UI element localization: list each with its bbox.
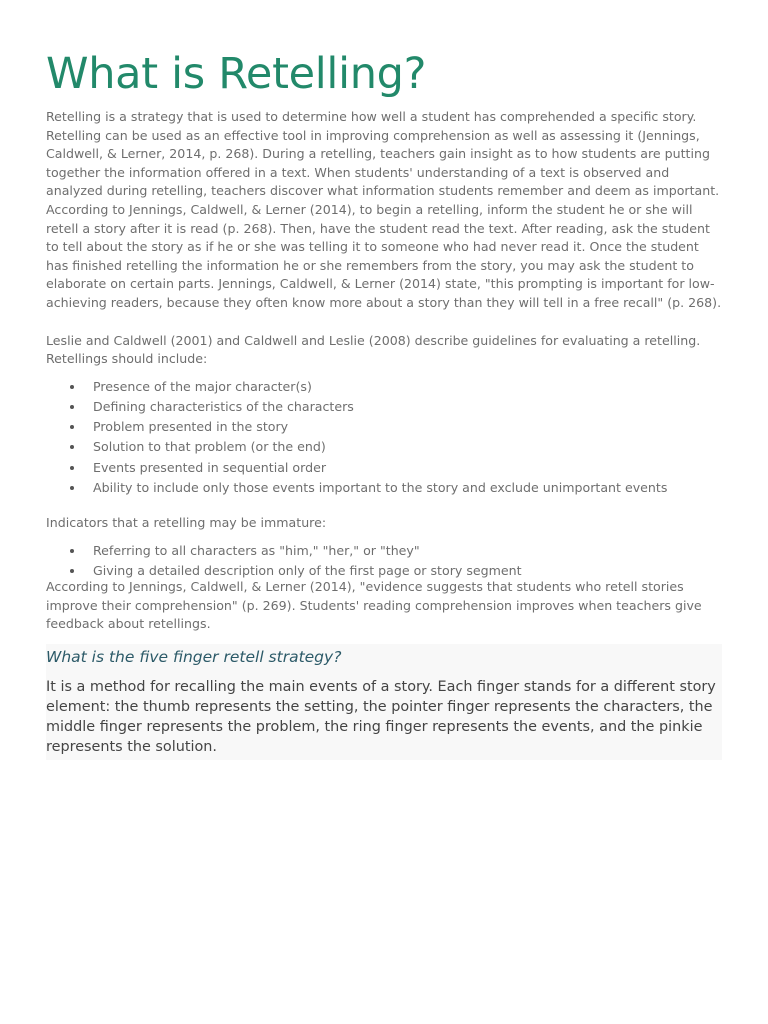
list-item <box>46 377 722 397</box>
indicators-paragraph: Indicators that a retelling may be immature: <box>46 514 327 530</box>
bullet-icon <box>70 466 74 470</box>
faq-question: What is the five finger retell strategy? <box>46 647 342 666</box>
list-item <box>46 458 722 478</box>
list-item-text: Defining characteristics of the characters <box>93 398 354 414</box>
article <box>46 48 722 760</box>
list-item-text: Problem presented in the story <box>93 419 289 435</box>
list-item <box>46 478 722 498</box>
list-item <box>46 541 722 561</box>
list-item-text: Ability to include only those events important to the story and exclude unimportant events <box>93 479 668 495</box>
bullet-icon <box>70 486 74 490</box>
bullet-icon <box>70 425 74 429</box>
list-item-text: Presence of the major character(s) <box>93 378 312 394</box>
faq-block <box>46 644 722 760</box>
bullet-icon <box>70 549 74 553</box>
bullet-icon <box>70 569 74 573</box>
indicators-list <box>46 541 722 581</box>
list-item-text: Referring to all characters as "him," "her," or "they" <box>93 542 420 558</box>
evidence-paragraph: According to Jennings, Caldwell, & Lerner (2014), "evidence suggests that students who retell stories improve their comprehension" (p. 269). Students' reading comprehension improves when teachers give feedback about retellings. <box>46 578 702 632</box>
list-item-text: Giving a detailed description only of the first page or story segment <box>93 562 522 578</box>
list-item-text: Solution to that problem (or the end) <box>93 439 326 455</box>
bullet-icon <box>70 445 74 449</box>
bullet-icon <box>70 405 74 409</box>
bullet-icon <box>70 385 74 389</box>
list-item <box>46 561 722 581</box>
list-item <box>46 397 722 417</box>
list-item-text: Events presented in sequential order <box>93 459 326 475</box>
list-item <box>46 437 722 457</box>
intro-paragraph: Retelling is a strategy that is used to determine how well a student has comprehended a specific story. Retelling can be used as an effective tool in improving comprehension as well as assessing it (Jennings, Caldwell, & Lerner, 2014, p. 268). During a retelling, teachers gain insight as to how students are putting together the information offered in a text. When students' understanding of a text is observed and analyzed during retelling, teachers discover what information students remember and deem as important. According to Jennings, Caldwell, & Lerner (2014), to begin a retelling, inform the student he or she will retell a story after it is read (p. 268). Then, have the student read the text. After reading, ask the student to tell about the story as if he or she was telling it to someone who had never read it. Once the student has finished retelling the information he or she remembers from the story, you may ask the student to elaborate on certain parts. Jennings, Caldwell, & Lerner (2014) state, "this prompting is important for low-achieving readers, because they often know more about a story than they will tell in a free recall" (p. 268). <box>46 109 722 310</box>
guidelines-paragraph: Leslie and Caldwell (2001) and Caldwell and Leslie (2008) describe guidelines for evaluating a retelling. Retellings should include: <box>46 332 701 367</box>
guidelines-list <box>46 377 722 498</box>
page-title: What is Retelling? <box>46 49 427 99</box>
list-item <box>46 417 722 437</box>
faq-answer: It is a method for recalling the main events of a story. Each finger stands for a different story element: the thumb represents the setting, the pointer finger represents the characters, the middle finger represents the problem, the ring finger represents the events, and the pinkie represents the solution. <box>46 678 716 756</box>
